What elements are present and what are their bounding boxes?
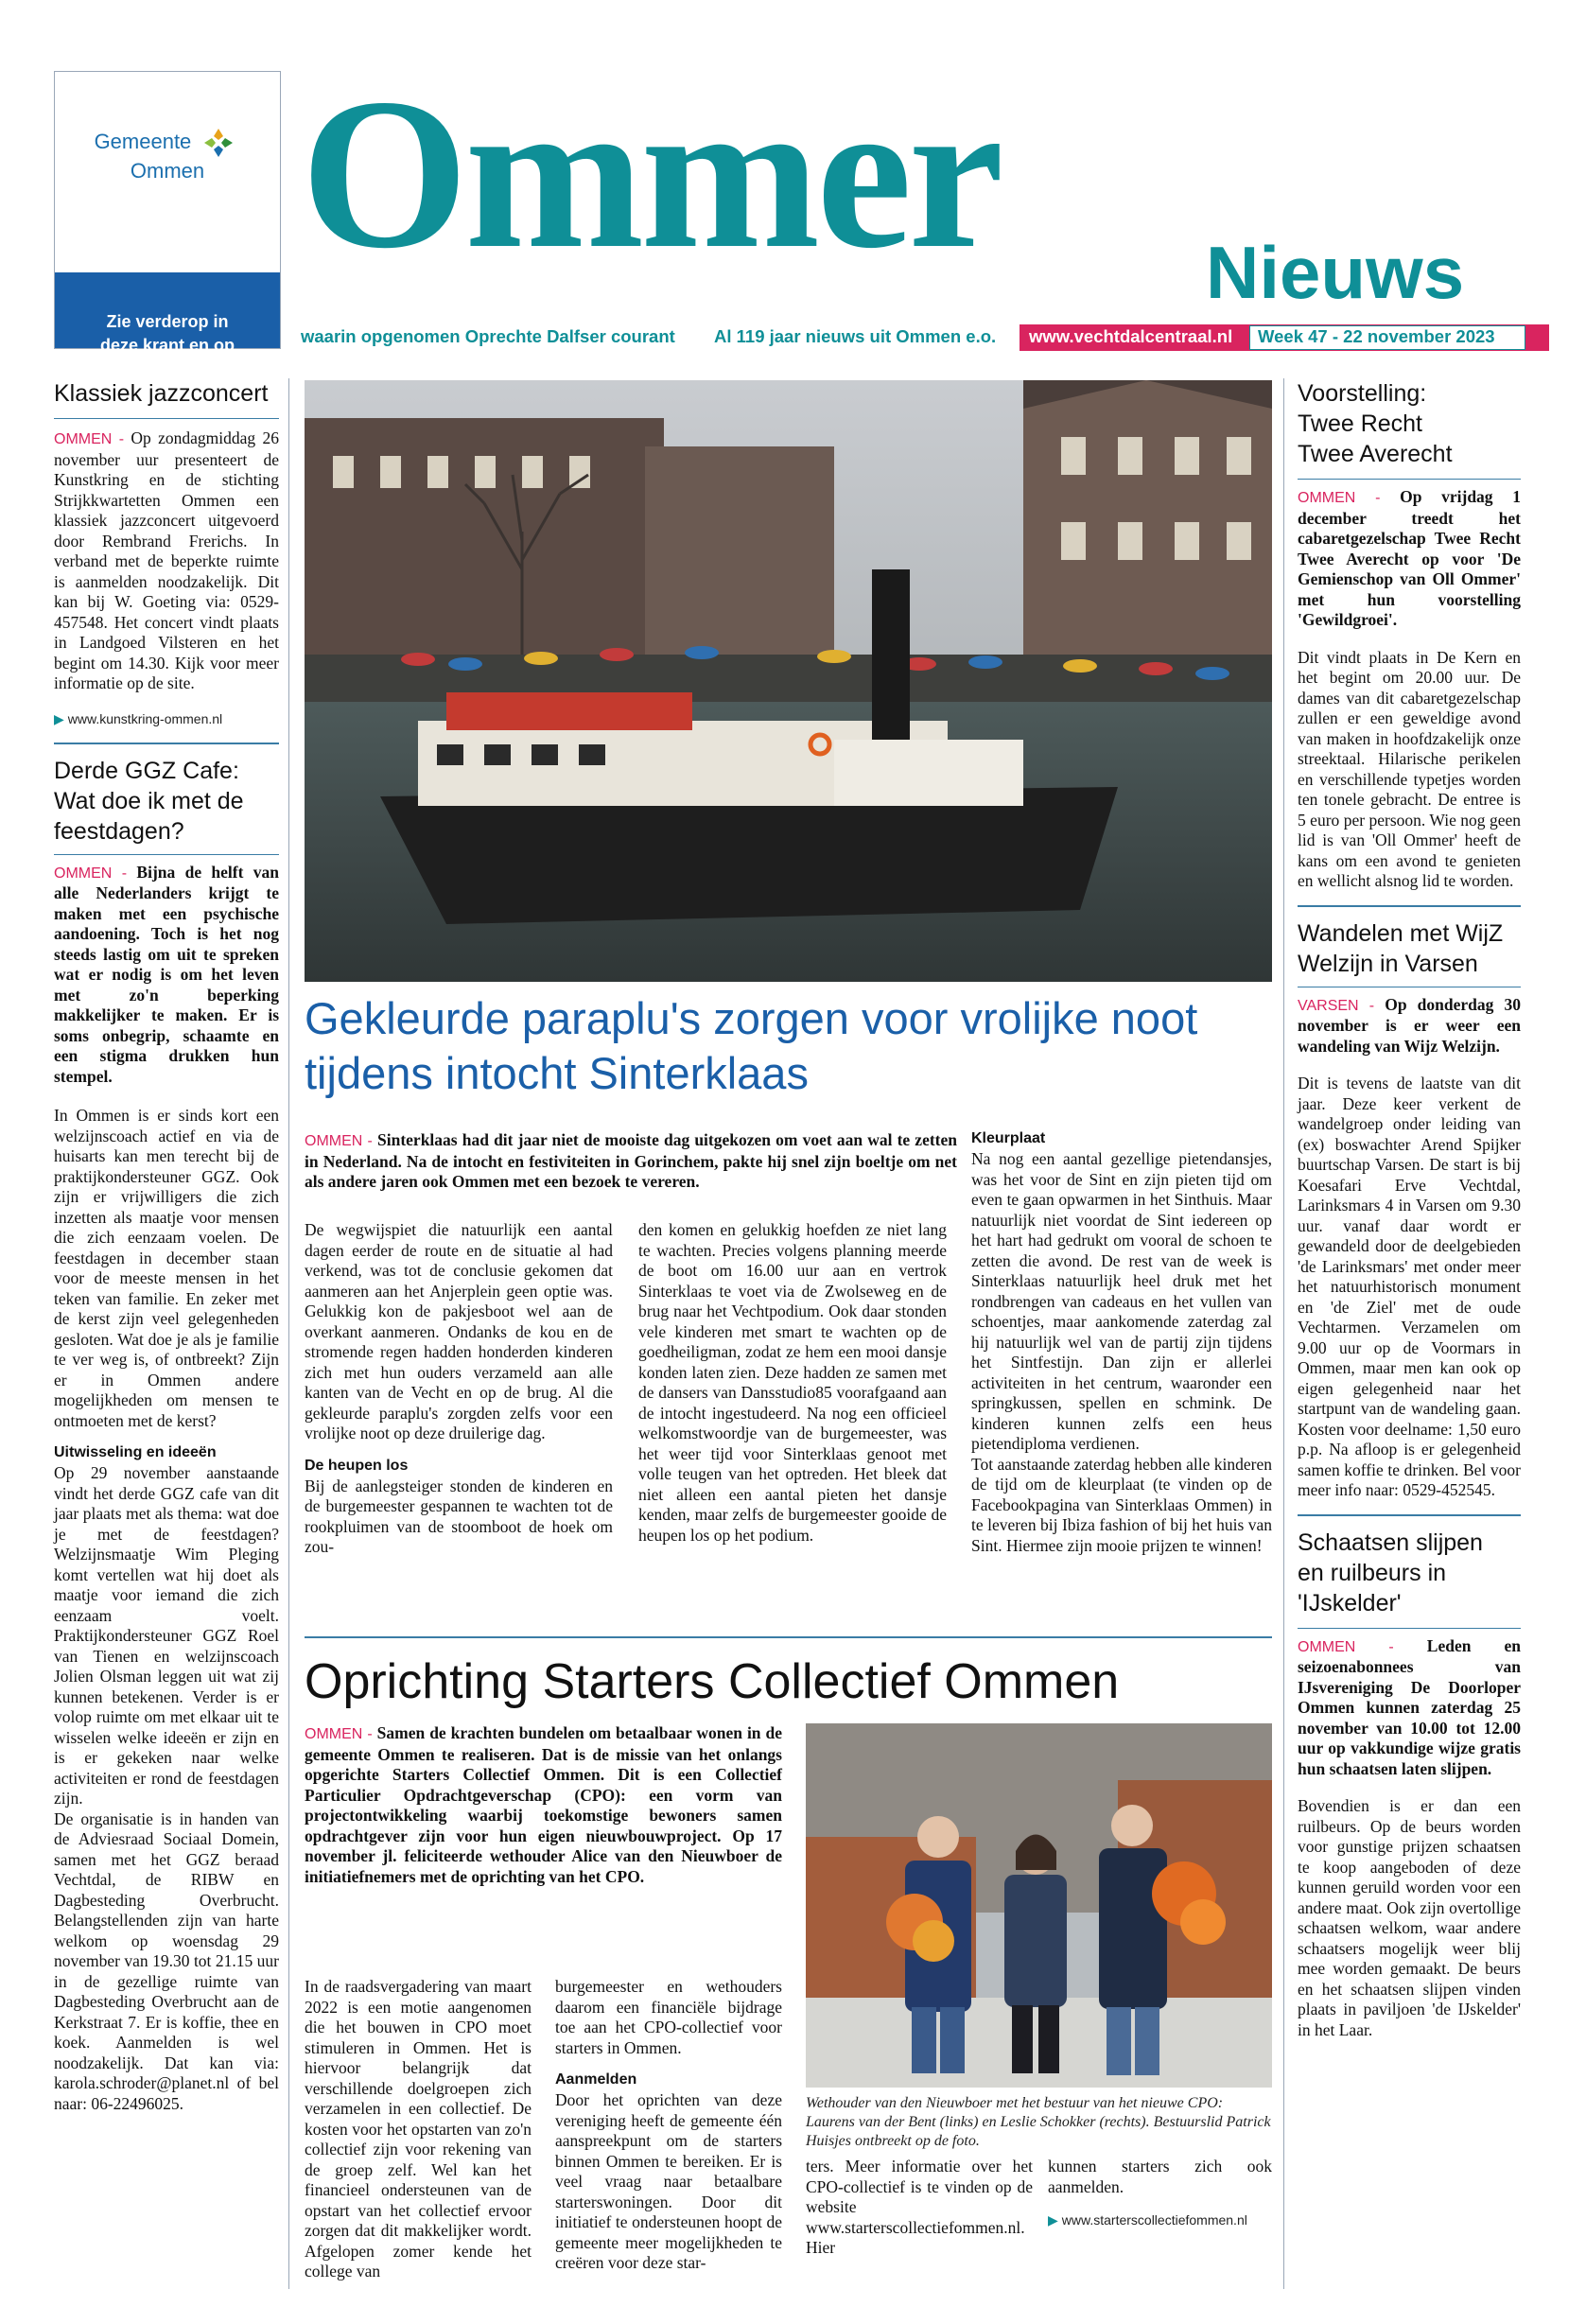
title-line: feestdagen? (54, 817, 184, 845)
lead-text: Leden en seizoenabonnees van IJsvereniging De Doorloper Ommen kunnen zaterdag 25 november van 10.00 tot 12.00 uur op vakkundige wijze gratis hun schaatsen laten slijpen. (1298, 1635, 1521, 1778)
article-body (54, 428, 279, 694)
years-tagline: Al 119 jaar nieuws uit Ommen e.o. (714, 326, 997, 346)
article-paragraph: burgemeester en wethouders daarom een financiële bijdrage toe aan het CPO-collectief voor starters in Ommen. (555, 1977, 782, 2057)
photo-caption: Wethouder van den Nieuwboer met het bestuur van het nieuwe CPO: Laurens van der Bent (links) en Leslie Schokker (rechts). Bestuurslid Patrick Huisjes ontbreekt op de foto. (806, 2095, 1271, 2149)
article-paragraph: Dit is tevens de laatste van dit jaar. Deze keer verkent de wandelgroep onder leiding van (ex) boswachter Arend Spijker buurtschap Varsen. De start is bij Koesafari Erve Vechtdal, Larinksmars 4 in Varsen om 9.30 uur. vanaf daar wordt er gewandeld door de deelgebieden 'de Larinksmars' met onder meer het natuurhistorisch monument en 'de Ziel' met de oude Vechtarmen. Verzamelen om 9.00 uur op de Voormars in Ommen, maar men kan ook op eigen gelegenheid naar het startpunt van de wandeling gaan. Kosten voor deelname: 1,50 euro p.p. Na afloop is er gelegenheid samen koffie te drinken. Bel voor meer info naar: 0529-452545. (1298, 1074, 1521, 1499)
article-paragraph: Bij de aanlegsteiger stonden de kinderen en de burgemeester gespannen te wachten tot de rookpluimen van de stoomboot de hoek om zou- (305, 1476, 613, 1556)
title-line: Schaatsen slijpen (1298, 1529, 1483, 1556)
article-paragraph: den komen en gelukkig hoefden ze niet lang te wachten. Precies volgens planning meerde de boot om 16.00 uur aan en vertrok Sinterklaas te voet via de Zwolseweg en de brug naar het Vechtpodium. Ook daar stonden vele kinderen met smart te wachten op de goedheiligman, zodat ze hem een mooi dansje konden laten zien. Deze hadden ze samen met de dansers van Dansstudio85 voorafgaand aan de intocht ingestudeerd. Na nog een officieel welkomstwoordje van de burgemeester, was het weer tijd voor Sinterklaas genoot met volle teugen van het optreden. Het bleek dat niet alleen een aantal pieten het dansje kenden, maar zelfs de burgemeester gooide de heupen los op het podium. (638, 1220, 947, 1545)
starters-col-1 (305, 1977, 532, 2282)
lead-text: Samen de krachten bundelen om betaalbaar wonen in de gemeente Ommen te realiseren. Dat is de missie van het onlangs opgerichte Starters Collectief Ommen. Dit is een Collectief Particulier Opdrachtgeverschap (CPO): een vorm van projectontwikkeling waarbij toekomstige bewoners samen opdrachtgever zijn voor hun eigen nieuwbouwproject. Op 17 november jl. feliciteerde wethouder Alice van den Nieuwboer de initiatiefnemers met de oprichting van het CPO. (305, 1723, 782, 1886)
promo-line: Zie verderop in (106, 312, 229, 331)
article-title (54, 756, 279, 847)
dateline: OMMEN - (54, 431, 125, 447)
newspaper-title: Ommer (301, 55, 1001, 293)
article-lead (1298, 995, 1521, 1057)
article-lead (1298, 487, 1521, 631)
column-divider (288, 378, 289, 2289)
dateline: OMMEN - (1298, 490, 1381, 506)
subhead: Aanmelden (555, 2071, 637, 2088)
section-rule (1298, 905, 1521, 907)
dateline: OMMEN - (305, 1133, 373, 1149)
article-paragraph: Bovendien is er dan een ruilbeurs. Op de beurs worden voor gunstige prijzen schaatsen te koop aangeboden of deze kunnen geruild worden voor een andere maat. Ook zijn overtollige schaatsen welkom, waar andere schaatsers mogelijk weer blij mee worden gemaakt. De beurs en het schaatsen slijpen vinden plaats in paviljoen 'de IJskelder' in het Laar. (1298, 1796, 1521, 2039)
left-column (54, 378, 279, 2114)
dateline: OMMEN - (54, 865, 128, 882)
tagline: waarin opgenomen Oprechte Dalfser courant (301, 326, 675, 346)
logo-right-text: Ommen (130, 159, 205, 183)
article-paragraph: Na nog een aantal gezellige pietendansjes, was het voor de Sint en zijn pieten tijd om even te gaan opwarmen in het Sinthuis. Maar natuurlijk niet voordat de Sint iedereen op het hart had gedrukt om vooral de schoen te zetten die avond. De rest van de week is Sinterklaas natuurlijk heel druk met het rondbrengen van cadeaus en het vullen van schoentjes, maar aankomende zaterdag zal hij natuurlijk wel van de partij zijn tijdens het Sintfestijn. Dan zijn er allerlei activiteiten in het centrum, waaronder een springkussen, spellen en schmink. De kinderen kunnen zelfs een heus pietendiploma verdienen. (971, 1149, 1272, 1453)
sinterklaas-boat-photo (305, 380, 1272, 982)
section-rule (54, 743, 279, 744)
newspaper-subtitle: Nieuws (1206, 231, 1465, 314)
starters-group-photo (806, 1723, 1272, 2088)
subhead: Uitwisseling en ideeën (54, 1444, 217, 1460)
starters-headline: Oprichting Starters Collectief Ommen (305, 1654, 1120, 1709)
tagline-row (301, 324, 1521, 353)
title-line: Wat doe ik met de (54, 787, 244, 814)
subhead: De heupen los (305, 1457, 409, 1474)
article-paragraph: Dit vindt plaats in De Kern en het begint om 20.00 uur. De dames van dit cabaretgezelschap zullen er een geweldige avond van maken in hoofdzakelijk onze streektaal. Hilarische perikelen en verschillende typetjes worden ten tonele gebracht. De entree is 5 euro per persoon. Wie nog geen lid is van 'Oll Ommer' heeft de kans om een avond te genieten en wellicht alsnog lid te worden. (1298, 647, 1521, 890)
lead-text: Sinterklaas had dit jaar niet de mooiste dag uitgekozen om voet aan wal te zetten in Nederland. Na de intocht en festiviteiten in Gorinchem, pakte hij snel zijn boeltje om net als andere jaren ook Ommen met een bezoek te vereren. (305, 1130, 957, 1191)
article-paragraph: De wegwijspiet die natuurlijk een aantal dagen eerder de route en de situatie al had verkend, was tot de conclusie gekomen dat aanmeren aan het Anjerplein geen optie was. Gelukkig kon de pakjesboot wel aan de overkant aanmeren. Ondanks de kou en de stromende regen hadden honderden kinderen zich met hun ouders verzameld aan alle kanten van de Vecht en op de brug. Al die gekleurde paraplu's zorgden zelfs voor een vrolijke noot op deze druilerige dag. (305, 1220, 613, 1442)
article-lead (1298, 1636, 1521, 1780)
title-line: Welzijn in Varsen (1298, 950, 1478, 977)
right-column (1298, 378, 1521, 2040)
title-line: Twee Averecht (1298, 441, 1453, 467)
lead-text: Op donderdag 30 november is er weer een wandeling van Wijz Welzijn. (1298, 994, 1522, 1056)
arrow-right-icon: ▶ (1048, 2212, 1058, 2228)
promo-text (55, 310, 280, 381)
edition-date: Week 47 - 22 november 2023 (1258, 326, 1495, 346)
article-paragraph: ters. Meer informatie over het CPO-collectief is te vinden op de website www.starterscollectiefommen.nl. Hier (806, 2157, 1033, 2257)
sinterklaas-headline: Gekleurde paraplu's zorgen voor vrolijke noot tijdens intocht Sinterklaas (305, 993, 1198, 1098)
article-paragraph: Tot aanstaande zaterdag hebben alle kinderen de tijd om de kleurplaat (te vinden op de Facebookpagina van Sinterklaas Ommen) in te leveren bij Ibiza fashion of bij het huis van Sint. Hiermee zijn mooie prijzen te winnen! (971, 1454, 1272, 1555)
kunstkring-link[interactable] (54, 711, 279, 727)
article-paragraph: De organisatie is in handen van de Adviesraad Sociaal Domein, samen met het GGZ beraad Vechtdal, de RIBW en Dagbesteding Overbrucht. Belangstellenden zijn van harte welkom op woensdag 29 november van 19.30 tot 21.15 uur in de gezellige ruimte van Dagbesteding Overbrucht aan de Kerkstraat 7. Er is koffie, thee en koek. Aanmelden is wel noodzakelijk. Dat kan via: karola.schroder@planet.nl of bel naar: 06-22496025. (54, 1809, 279, 2113)
article-paragraph: Door het oprichten van deze vereniging heeft de gemeente één aanspreekpunt om de starters binnen Ommen te bereiken. Er is veel vraag naar betaalbare starterswoningen. Door dit initiatief te ondersteunen hoopt de gemeente meer mogelijkheden te creëren voor deze star- (555, 2090, 782, 2272)
dateline: VARSEN - (1298, 997, 1375, 1014)
starters-lead (305, 1723, 782, 1887)
edition-box (1249, 325, 1525, 350)
article-title (1298, 1528, 1521, 1618)
article-paragraph: Op 29 november aanstaande vindt het derde GGZ cafe van dit jaar plaats met als thema: wat doe je met de feestdagen? Welzijnsmaatje Wim Pleging komt vertellen wat hij doet als maatje voor iemand die zich eenzaam voelt. Praktijkondersteuner GGZ Roel van Tienen en welzijnscoach Jolien Olsman leggen uit wat zij kunnen betekenen. Verder is er volop ruimte om met elkaar uit te wisselen welke ideeën er zijn en is er gekeken naar welke activiteiten er rond de feestdagen zijn. (54, 1463, 279, 1808)
article-title (1298, 918, 1521, 979)
title-line: en ruilbeurs in (1298, 1559, 1447, 1586)
article-text: Op zondagmiddag 26 november uur presenteert de Kunstkring en de stichting Strijkkwartetten Ommen een klassiek jazzconcert uitgevoerd door Rembrand Frerichs. In verband met de beperkte ruimte is aanmelden noodzakelijk. Dit kan bij W. Goeting via: 0529-457548. Het concert vindt plaats in Landgoed Vilsteren en het begint om 14.30. Kijk voor meer informatie op de site. (54, 428, 279, 692)
article-paragraph: kunnen starters zich ook aanmelden. (1048, 2157, 1272, 2196)
sinterklaas-lead (305, 1130, 957, 1193)
title-rule (1298, 479, 1521, 480)
starters-col-4 (1048, 2157, 1272, 2228)
municipality-logo (55, 127, 280, 183)
dateline: OMMEN - (305, 1726, 373, 1742)
promo-line: deze krant en op (99, 336, 235, 355)
link-text[interactable]: www.kunstkring-ommen.nl (67, 710, 223, 726)
arrow-right-icon: ▶ (54, 710, 64, 726)
article-lead (54, 863, 279, 1088)
title-rule (54, 418, 279, 419)
municipality-logo-box (54, 71, 281, 378)
article-paragraph: In Ommen is er sinds kort een welzijnscoach actief en via de huisarts kan men terecht bij de praktijkondersteuner GGZ. Ook zijn er vrijwilligers die zich inzetten als maatje voor mensen die zich eenzaam voelen. De feestdagen in december staan voor de meeste mensen in het teken van familie. En zeker met de kerst zijn veel gelegenheden gesloten. Wat doe je als je familie te ver weg is, of ontbreekt? Zijn er in Ommen andere mogelijkheden om mensen te ontmoeten met de kerst? (54, 1106, 279, 1430)
section-rule (1298, 1514, 1521, 1516)
title-line: 'IJskelder' (1298, 1589, 1402, 1616)
article-paragraph: In de raadsvergadering van maart 2022 is een motie aangenomen die het bouwen in CPO moet stimuleren in Ommen. Het is hiervoor belangrijk dat verschillende doelgroepen zich verzamelen in een collectief. De kosten voor het opstarten van zo'n collectief zijn voor rekening van de groep zelf. Wel kan het financieel ondersteunen van de opstart van het collectief ervoor zorgen dat dit makkelijker wordt. Afgelopen zomer kende het college van (305, 1977, 532, 2280)
dateline: OMMEN - (1298, 1638, 1394, 1655)
logo-left-text: Gemeente (94, 129, 192, 153)
title-rule (1298, 1628, 1521, 1629)
title-line: Voorstelling: (1298, 380, 1427, 407)
title-line: Derde GGZ Cafe: (54, 757, 239, 784)
article-title: Klassiek jazzconcert (54, 380, 269, 407)
lead-text: Op vrijdag 1 december treedt het cabaretgezelschap Twee Recht Twee Averecht op voor 'De Gemienschop van Oll Ommer' met hun voorstelling 'Gewildgroei'. (1298, 487, 1521, 629)
title-line: Twee Recht (1298, 411, 1423, 437)
column-divider (1283, 378, 1284, 2289)
website-link[interactable]: www.vechtdalcentraal.nl (1029, 326, 1233, 346)
sinterklaas-col-2 (638, 1220, 947, 1546)
promo-link[interactable]: www.ommen.nl (105, 359, 230, 378)
ommen-emblem-icon (202, 127, 235, 159)
sinterklaas-col-1 (305, 1220, 613, 1558)
article-title (1298, 378, 1521, 469)
sinterklaas-col-3 (971, 1130, 1272, 1556)
title-line: Wandelen met WijZ (1298, 919, 1504, 947)
lead-text: Bijna de helft van alle Nederlanders krijgt te maken met een psychische aandoening. Toch is het nog steeds lastig om uit te spreken wat er nodig is om het leven met zo'n beperking makkelijker te maken. Er is soms onbegrip, schaamte en een stigma drukken hun stempel. (54, 862, 279, 1086)
subhead: Kleurplaat (971, 1130, 1046, 1146)
starters-link[interactable] (1048, 2212, 1272, 2228)
link-text[interactable]: www.starterscollectiefommen.nl (1061, 2212, 1247, 2228)
starters-col-3 (806, 2157, 1033, 2259)
title-rule (54, 854, 279, 855)
starters-col-2 (555, 1977, 782, 2274)
section-rule (305, 1636, 1272, 1638)
